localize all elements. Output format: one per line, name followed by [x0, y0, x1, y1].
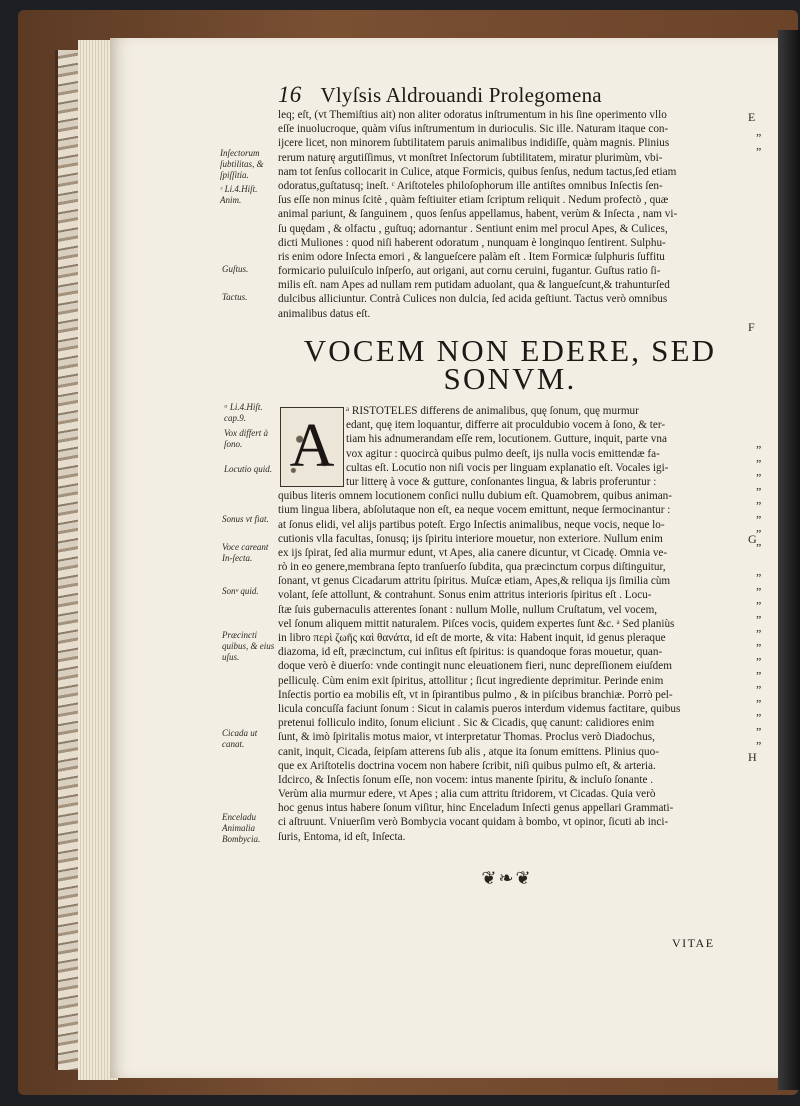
- quote-mark: „: [756, 662, 762, 676]
- initial-letter: A: [289, 412, 335, 480]
- page-number: 16: [278, 82, 302, 107]
- catchword: VITAE: [672, 936, 715, 950]
- text-line: ex ijs ſpirat, ſed alia murmur edunt, vt Apes, alia canere dicuntur, vt Cicadę. Omnia ve-: [278, 546, 668, 559]
- text-line: Inſectis portio ea mobilis eſt, vt in ſpirantibus pulmo , & in piſcibus branchiæ. Porrò pel-: [278, 688, 673, 701]
- text-line: at ſonus elidi, vel alijs partibus poteſt. Ergo Inſectis animalibus, neque vocis, neque lo-: [278, 518, 665, 531]
- signature-marker: F: [748, 320, 755, 334]
- text-line: milis eſt. nam Apes ad nullam rem putidam aduolant, qua & langueſcunt,& trahunturſed: [278, 279, 670, 292]
- quote-mark: „: [756, 634, 762, 648]
- quote-mark: „: [756, 648, 762, 662]
- quote-mark: „: [756, 620, 762, 634]
- quote-mark: „: [756, 506, 762, 520]
- margin-note: Cicada ut canat.: [222, 728, 258, 749]
- margin-note: ᶜ Li.4.Hiſt. Anim.: [220, 184, 258, 205]
- text-line: licula concuſſa faciunt ſonum : Sicut in calamis pueros interdum videmus factitare, quibus: [278, 702, 681, 715]
- text-line: cultas eſt. Locutio non niſi vocis per linguam explanatio eſt. Vocales igi-: [346, 461, 669, 474]
- text-line: edant, quę item loquantur, differre ait proculdubio vocem à ſono, & ter-: [346, 419, 666, 432]
- text-line: que ex Ariſtotelis doctrina vocem non habere ſcribit, niſi quibus pulmo eſt, & arteria.: [278, 759, 656, 772]
- text-line: ſuris, Entoma, id eſt, Inſecta.: [278, 830, 406, 843]
- text-line: ſus eſſe non minus ſcitè , quàm feſtiuiter etiam ſcriptum reliquit . Nedum profectò , quæ: [278, 194, 669, 207]
- text-line: quibus literis omnem locutionem conſici nullu dubium eſt. Quamobrem, quibus animan-: [278, 490, 672, 503]
- text-line: vel ſonum aliquem mittit naturalem. Piſces vocis, quidem expertes ſunt &c. ᵃ Sed planiùs: [278, 617, 675, 630]
- text-line: diazoma, id eſt, præcinctum, cui inſitus eſt ſpiritus: is quandoque foras mouetur, quan-: [278, 646, 663, 659]
- quote-mark: „: [756, 534, 762, 548]
- text-line: doque verò è diuerſo: vnde contingit nunc eleuationem fieri, nunc depreſſionem eiuſdem: [278, 660, 672, 673]
- margin-note: Sonᵘ quid.: [222, 586, 259, 596]
- text-line: formicario puluiſculo inſperſo, aut origani, aut cornu ceruini, fugantur. Guſtus ratio ſi-: [278, 265, 661, 278]
- text-line: ſtæ ſuis gubernaculis atterentes ſonant : nullum Molle, nullum Cruſtatum, vel vocem,: [278, 603, 658, 616]
- quote-mark: „: [756, 138, 762, 152]
- section-heading-line-2: SONVM.: [443, 361, 577, 396]
- paragraph-2: [278, 404, 750, 844]
- quote-mark: „: [756, 606, 762, 620]
- text-line: eſſe inuolucroque, quàm viſus inſtrumentum in durioculis. Sic ille. Naturam itaque con-: [278, 123, 669, 136]
- section-heading-line-1: VOCEM NON EDERE, SED: [303, 333, 717, 368]
- text-line: pelliculę. Cùm enim exit ſpiritus, attollitur ; ſicut ingrediente deprimitur. Perinde enim: [278, 674, 664, 687]
- margin-note: Inſectorum ſubtilitas, & ſpiſſitia.: [220, 148, 264, 180]
- quote-mark: „: [756, 704, 762, 718]
- quote-mark: „: [756, 520, 762, 534]
- text-line: tiam his adnumerandam eſſe rem, locutionem. Gutture, inquit, parte vna: [346, 433, 667, 446]
- text-line: ſunt, & imò ſpiritalis motus maior, vt interpretatur Thomas. Proclus verò Diadochus,: [278, 731, 655, 744]
- margin-note: Tactus.: [222, 292, 248, 302]
- text-line: dulcibus alliciuntur. Contrà Culices non dulcia, ſed acida geſtiunt. Tactus verò omnibus: [278, 293, 668, 306]
- quote-mark: „: [756, 592, 762, 606]
- text-line: ijcere licet, non minorem ſubtilitatem paruis animalibus indidiſſe, quàm magnis. Plinius: [278, 137, 670, 150]
- paragraph-1: [278, 108, 750, 321]
- quote-mark: „: [756, 436, 762, 450]
- facing-page-edge: [778, 30, 800, 1090]
- quote-mark: „: [756, 124, 762, 138]
- text-line: canit, inquit, Cicada, ſeipſam atterens ſub alis , atque ita ſonum emittens. Plinius quo-: [278, 745, 659, 758]
- text-line: ci aſtruunt. Vniuerſim verò Bombycia vocant quidam à bombo, vt opinor, ſicuti ab inci-: [278, 816, 669, 829]
- text-line: animal pariunt, & ſanguinem , quos ſenſus appellamus, habent, verùm & Inſecta , nam vi-: [278, 208, 678, 221]
- text-line: ſonant, vt genus Cicadarum attritu ſpiritus. Muſcæ etiam, Apes,& reliqua ijs ſimilia cùm: [278, 575, 671, 588]
- text-line: tium lingua libera, abſolutaque non eſt, ea neque vocem emittunt, neque ſermocinantur :: [278, 504, 671, 517]
- signature-marker: H: [748, 750, 757, 764]
- text-line: ſu quędam , & olfactu , guſtuq; adornantur . Sentiunt enim mel procul Apes, & Culices,: [278, 222, 668, 235]
- margin-note: Præcincti quibus, & eius uſus.: [222, 630, 275, 662]
- margin-note: Vox differt à ſono.: [224, 428, 268, 449]
- text-line: animalibus datus eſt.: [278, 307, 371, 320]
- margin-note: ᵃ Li.4.Hiſt. cap.9.: [224, 402, 263, 423]
- quote-mark: „: [756, 492, 762, 506]
- quote-mark: „: [756, 464, 762, 478]
- fleuron-ornament: ❦❧❦: [481, 868, 533, 888]
- text-line: volant, ſeſe attollunt, & contrahunt. Sonus enim attritus interioris ſpiritus eſt . Locu-: [278, 589, 652, 602]
- text-line: odoratus,guſtatusq; ineſt. ᶜ Ariſtoteles philoſophorum ille antiſtes omnibus Inſectis ſen-: [278, 179, 663, 192]
- text-line: Verùm alia murmur edere, vt Apes ; alia cum attritu ſtridorem, vt Cicadas. Quia verò: [278, 788, 656, 801]
- margin-note: Sonus vt fiat.: [222, 514, 269, 524]
- quote-mark: „: [756, 450, 762, 464]
- quote-mark: „: [756, 690, 762, 704]
- margin-note: Voce careant In-ſecta.: [222, 542, 269, 563]
- margin-note: Enceladu Animalia Bombycia.: [222, 812, 261, 844]
- text-line: pretenui folliculo indito, ſonum eliciunt . Sic & Cicadis, quę canunt: calidiores enim: [278, 717, 655, 730]
- text-line: leq; eſt, (vt Themiſtius ait) non aliter odoratus inſtrumentum in his ſine operimento vllo: [278, 109, 667, 121]
- signature-marker: E: [748, 110, 756, 124]
- quote-mark: „: [756, 478, 762, 492]
- text-line: vox agitur : quocircà quibus pulmo deeſt, ijs nulla vocis emittendæ fa-: [346, 447, 660, 460]
- text-line: rò in eo genere,membrana ſepto tranſuerſo ſubdita, qua præcinctum corpus diſtinguitur,: [278, 561, 666, 574]
- text-line: tur litterę à voce & gutture, conſonantes lingua, & labris proferuntur :: [346, 475, 657, 488]
- quote-mark: „: [756, 718, 762, 732]
- text-line: dicti Muliones : quod niſi haberent odoratum , nunquam è longinquo ſentirent. Sulphu-: [278, 236, 666, 249]
- quote-mark: „: [756, 564, 762, 578]
- quote-mark: „: [756, 732, 762, 746]
- margin-note: Locutio quid.: [224, 464, 273, 474]
- text-line: cutionis vlla facultas, ſonusq; ijs ſpiritu interiore mouetur, non exteriore. Nullum enim: [278, 532, 663, 545]
- text-line: Idcirco, & Inſectis ſonum eſſe, non vocem: intus manente ſpiritu, & incluſo ſonante .: [278, 773, 654, 786]
- running-title: Vlyſsis Aldrouandi Prolegomena: [320, 83, 602, 107]
- quote-mark: „: [756, 578, 762, 592]
- signature-marker: G: [748, 532, 757, 546]
- text-line: ᵃ RISTOTELES differens de animalibus, quę ſonum, quę murmur: [346, 405, 639, 417]
- text-line: in libro περὶ ζωῆς καὶ θανάτα, id eſt de morte, & vita: Habent inquit, id genus pleraque: [278, 632, 666, 644]
- margin-note: Guſtus.: [222, 264, 249, 274]
- quote-mark: „: [756, 676, 762, 690]
- text-line: nam tot ſenſus collocarit in Culice, atque Formicis, quibus ſenſus, nedum tactus,ſed etiam: [278, 165, 677, 178]
- text-line: hoc genus intus habere ſonum viſitur, hinc Enceladum Inſecti genus appellari Grammati-: [278, 802, 674, 815]
- text-line: rerum naturę argutiſſimus, vt monſtret Inſectorum ſubtilitatem, miratur plurimùm, vbi-: [278, 151, 663, 164]
- text-line: ris enim odore Inſecta emori , & langueſcere palàm eſt . Item Formicæ ſulphuris ſuffitu: [278, 250, 665, 263]
